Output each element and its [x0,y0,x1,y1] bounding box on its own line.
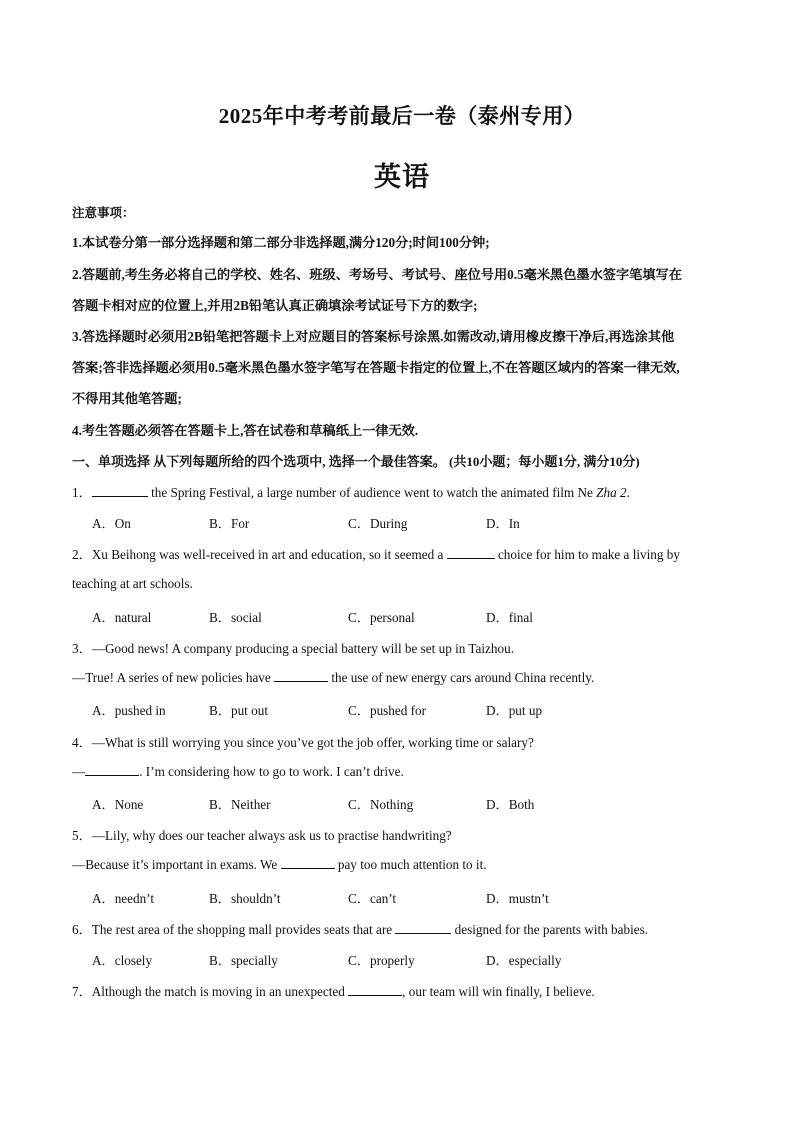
question-text: — [72,764,86,779]
question-5 [72,825,452,844]
page-title: 2025年中考考前最后一卷（泰州专用） [218,104,586,128]
option-d: D．mustn’t [486,891,549,906]
question-number: 6． [72,922,92,937]
option-c: C．Nothing [348,797,414,812]
section-heading: 一、单项选择 从下列每题所给的四个选项中, 选择一个最佳答案。 (共10小题；每小题1分, 满分10分) [72,454,640,469]
question-text: —Lily, why does our teacher always ask us to practise handwriting? [91,828,452,843]
question-text: Xu Beihong was well-received in art and education, so it seemed a [91,547,447,562]
subject-title: 英语 [374,162,430,192]
answer-blank [281,856,335,869]
question-text: the Spring Festival, a large number of audience went to watch the animated film Ne [147,485,597,500]
question-2-options [92,607,732,625]
answer-blank [274,669,328,682]
question-text-cont: , our team will win finally, I believe. [402,984,595,999]
question-text-cont: pay too much attention to it. [334,857,487,872]
question-text: Although the match is moving in an unexpected [91,984,349,999]
question-6 [72,919,648,938]
option-b: B．social [209,610,262,625]
question-2 [72,544,680,563]
question-5-line-2 [72,856,487,873]
answer-blank [447,546,495,559]
notice-item-3-line-2: 答案;答非选择题必须用0.5毫米黑色墨水签字笔写在答题卡指定的位置上,不在答题区域内的答案一律无效, [72,360,680,375]
option-c: C．can’t [348,891,397,906]
notice-item-3-line-3: 不得用其他笔答题; [72,391,182,406]
question-7 [72,981,595,1000]
option-a: A．On [92,516,131,531]
question-text: —Good news! A company producing a special battery will be set up in Taizhou. [91,641,514,656]
question-text: The rest area of the shopping mall provides seats that are [91,922,396,937]
question-number: 1． [72,485,92,500]
question-text-end: . [626,485,630,500]
notice-item-1: 1.本试卷分第一部分选择题和第二部分非选择题,满分120分;时间100分钟; [72,235,490,250]
question-text-cont: the use of new energy cars around China recently. [328,670,595,685]
notice-item-4: 4.考生答题必须答在答题卡上,答在试卷和草稿纸上一律无效. [72,423,419,438]
question-number: 4． [72,735,92,750]
option-d: D．In [486,516,520,531]
option-c: C．personal [348,610,415,625]
option-b: B．Neither [209,797,271,812]
option-d: D．Both [486,797,535,812]
notice-item-3-line-1: 3.答选择题时必须用2B铅笔把答题卡上对应题目的答案标号涂黑.如需改动,请用橡皮擦干净后,再选涂其他 [72,329,675,344]
answer-blank [348,983,402,996]
option-b: B．For [209,516,250,531]
question-4-line-2 [72,763,404,780]
question-text-cont: designed for the parents with babies. [451,922,649,937]
question-number: 7． [72,984,92,999]
question-number: 3． [72,641,92,656]
option-b: B．put out [209,703,268,718]
option-b: B．specially [209,953,278,968]
question-text-cont: . I’m considering how to go to work. I can’t drive. [139,764,404,779]
question-1-options [92,513,732,531]
question-6-options [92,950,732,968]
question-3-line-2 [72,669,594,686]
answer-blank [92,484,148,497]
question-2-line-2: teaching at art schools. [72,576,193,591]
question-5-options [92,888,732,906]
option-d: D．final [486,610,533,625]
question-number: 5． [72,828,92,843]
question-text: —True! A series of new policies have [72,670,275,685]
question-3 [72,638,514,657]
question-text-cont: choice for him to make a living by [494,547,680,562]
question-italic-text: Zha 2 [596,485,627,500]
question-4-options [92,794,732,812]
option-a: A．pushed in [92,703,166,718]
option-a: A．None [92,797,144,812]
question-3-options [92,700,732,718]
option-a: A．natural [92,610,152,625]
answer-blank [395,921,451,934]
option-c: C．pushed for [348,703,427,718]
option-a: A．needn’t [92,891,155,906]
notice-heading: 注意事项： [72,206,135,220]
option-d: D．put up [486,703,543,718]
notice-item-2-line-1: 2.答题前,考生务必将自己的学校、姓名、班级、考场号、考试号、座位号用0.5毫米黑色墨水签字笔填写在 [72,267,682,282]
question-1 [72,482,630,501]
answer-blank [85,763,139,776]
option-c: C．During [348,516,408,531]
option-a: A．closely [92,953,153,968]
question-text: —What is still worrying you since you’ve got the job offer, working time or salary? [91,735,534,750]
option-d: D．especially [486,953,562,968]
option-c: C．properly [348,953,415,968]
question-text: —Because it’s important in exams. We [72,857,281,872]
question-4 [72,732,534,751]
notice-item-2-line-2: 答题卡相对应的位置上,并用2B铅笔认真正确填涂考试证号下方的数字; [72,298,478,313]
option-b: B．shouldn’t [209,891,281,906]
question-number: 2． [72,547,92,562]
